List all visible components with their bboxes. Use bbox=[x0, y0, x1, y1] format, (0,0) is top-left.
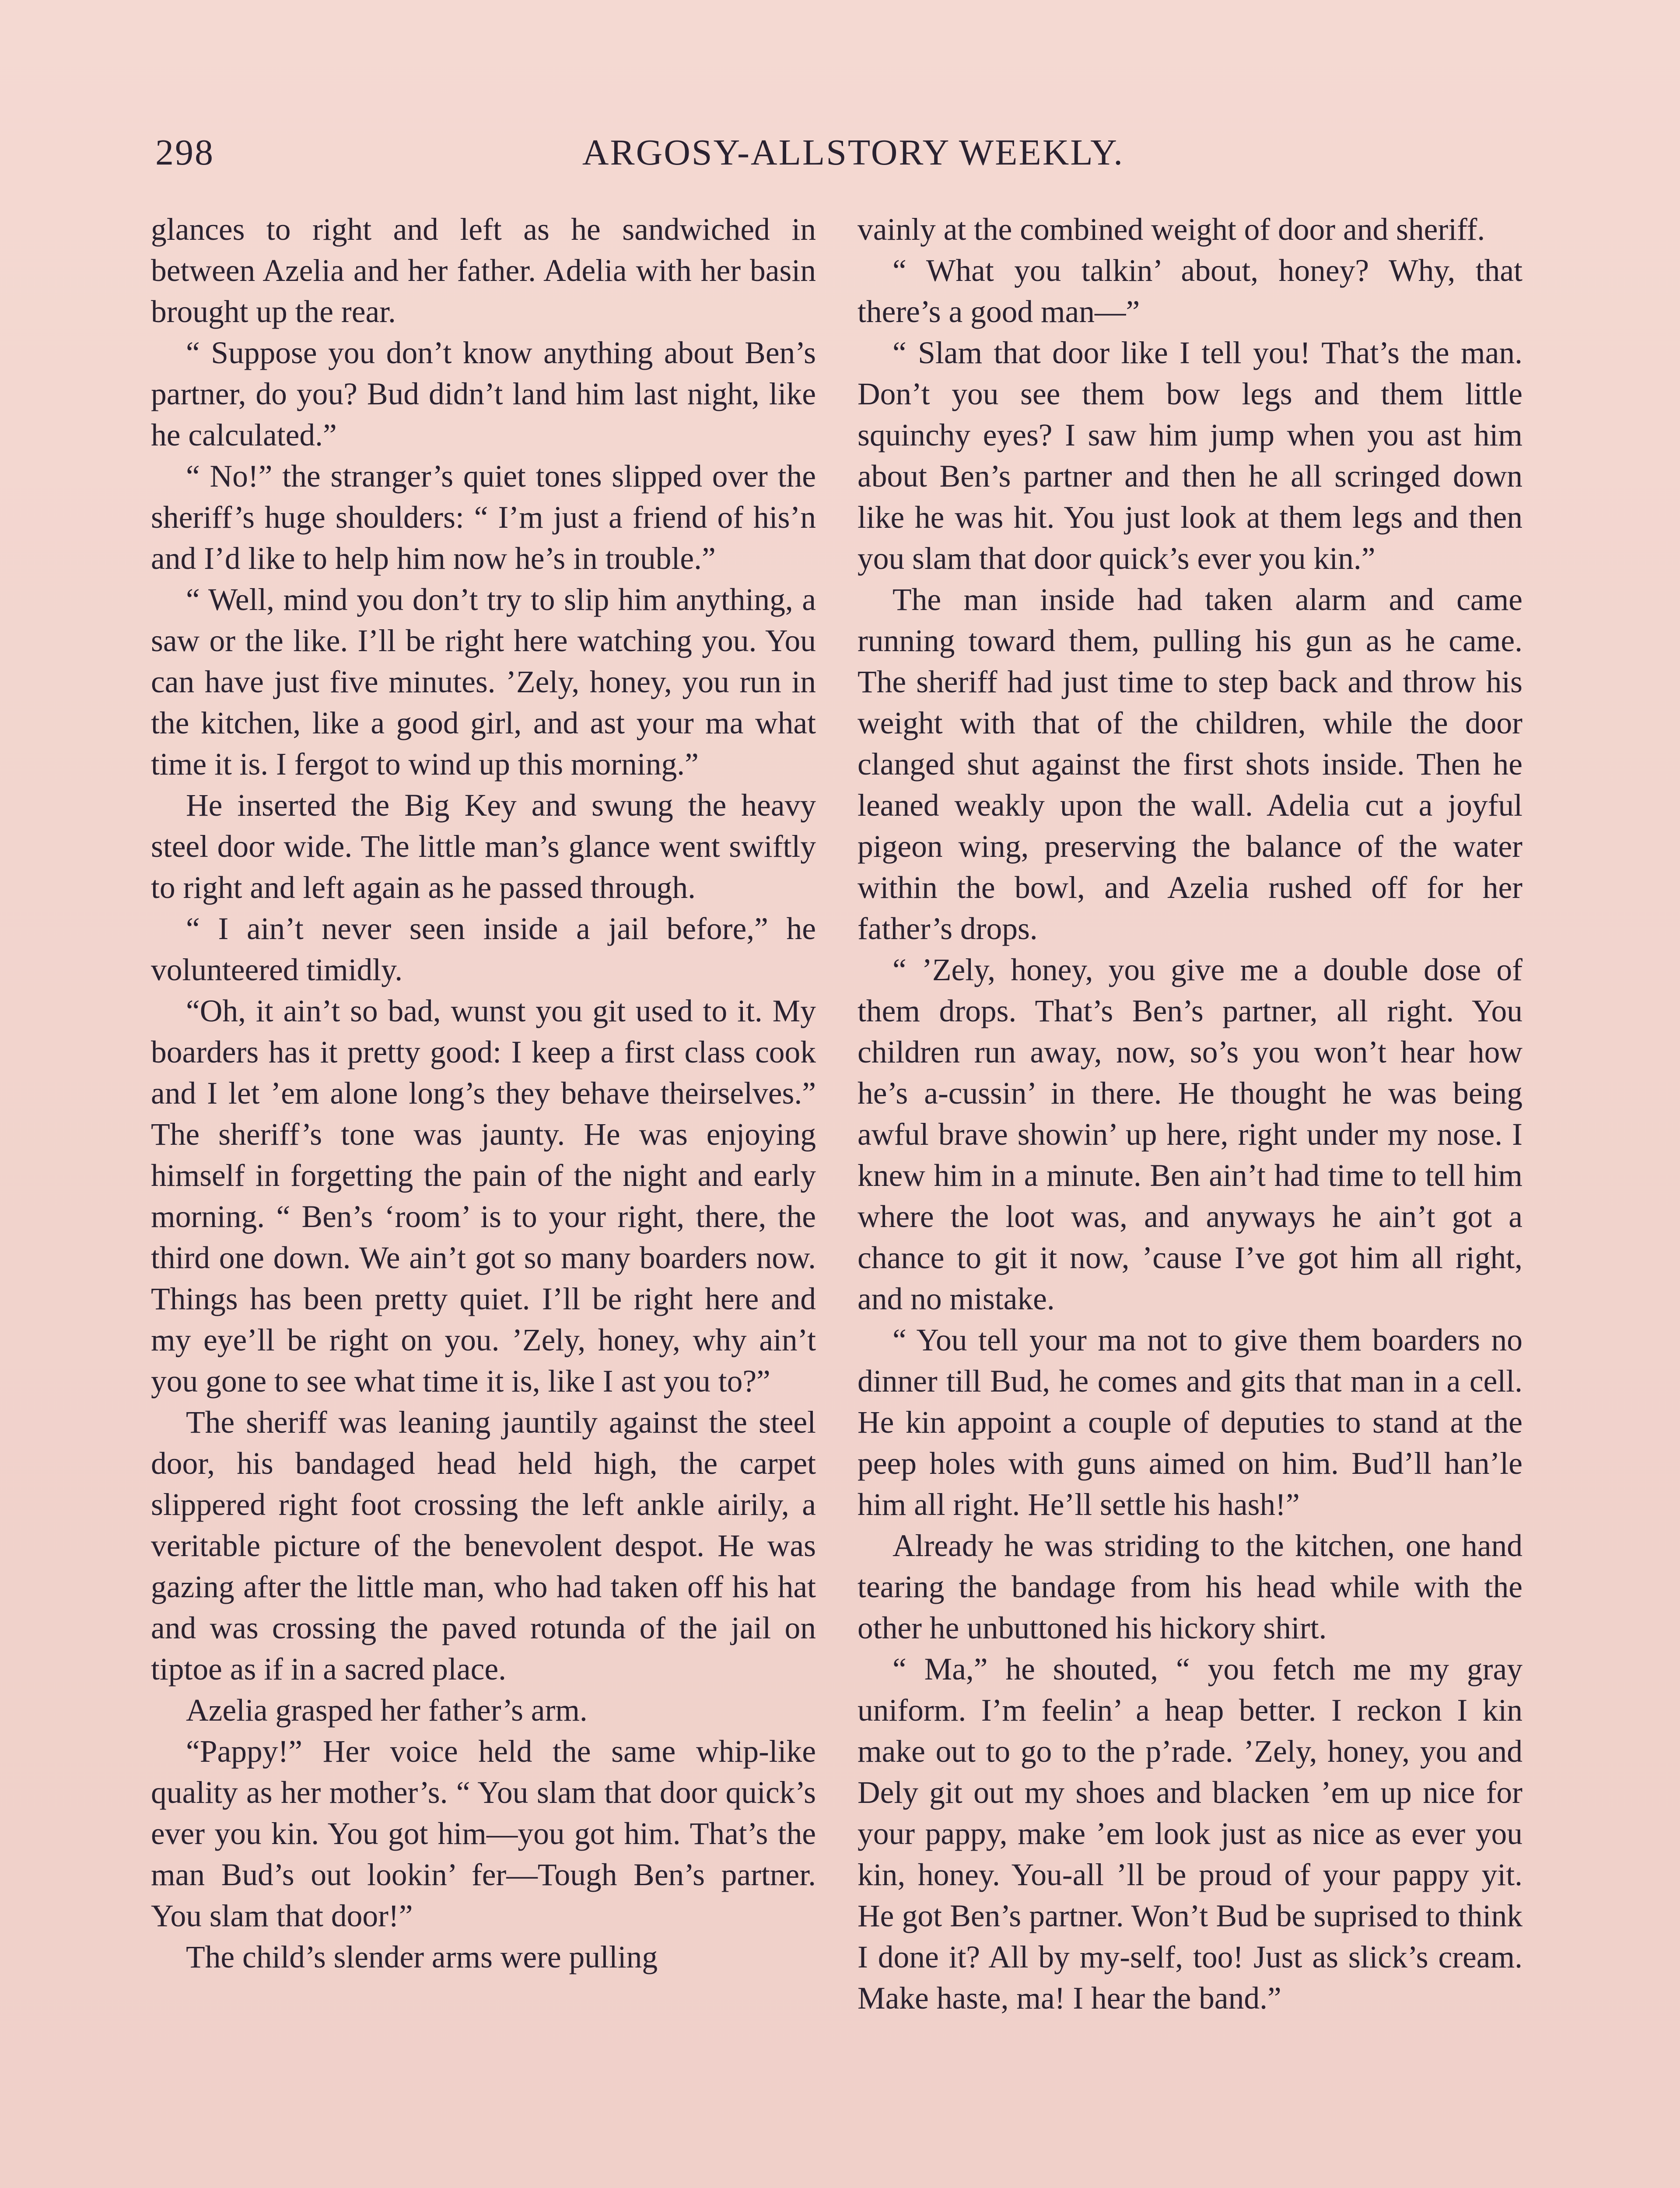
paragraph: “ You tell your ma not to give them boarders no dinner till Bud, he comes and gits that man in a cell. He kin appoint a couple of deputies to stand at the peep holes with guns aimed on him. Bud’ll han’le him all right. He’ll settle his hash!” bbox=[858, 1323, 1522, 1522]
paragraph: “ Suppose you don’t know anything about Ben’s partner, do you? Bud didn’t land him last night, like he calculated.” bbox=[151, 336, 816, 452]
paragraph: “ No!” the stranger’s quiet tones slipped over the sheriff’s huge shoulders: “ I’m just a friend of his’n and I’d like to help him now he’s in trouble.” bbox=[151, 459, 816, 576]
left-column bbox=[151, 209, 816, 1978]
paragraph: Azelia grasped her father’s arm. bbox=[186, 1693, 588, 1728]
paragraph: “ Slam that door like I tell you! That’s the man. Don’t you see them bow legs and them little squinchy eyes? I saw him jump when you ast him about Ben’s partner and then he all scringed down like he was hit. You just look at them legs and then you slam that door quick’s ever you kin.” bbox=[858, 336, 1522, 576]
paragraph: The child’s slender arms were pulling bbox=[186, 1940, 658, 1974]
page-number: 298 bbox=[155, 132, 214, 173]
paragraph: “ ’Zely, honey, you give me a double dose of them drops. That’s Ben’s partner, all right. You children run away, now, so’s you won’t hear how he’s a-cussin’ in there. He thought he was being awful brave showin’ up here, right under my nose. I knew him in a minute. Ben ain’t had time to tell him where the loot was, and anyways he ain’t got a chance to git it now, ’cause I’ve got him all right, and no mistake. bbox=[858, 953, 1522, 1316]
paragraph: glances to right and left as he sandwiched in between Azelia and her father. Adelia with her basin brought up the rear. bbox=[151, 212, 816, 329]
running-head bbox=[155, 131, 1551, 179]
paragraph: vainly at the combined weight of door and sheriff. bbox=[858, 212, 1485, 247]
paragraph: Already he was striding to the kitchen, one hand tearing the bandage from his head while with the other he unbuttoned his hickory shirt. bbox=[858, 1529, 1522, 1645]
paragraph: “ Well, mind you don’t try to slip him anything, a saw or the like. I’ll be right here watching you. You can have just five minutes. ’Zely, honey, you run in the kitchen, like a good girl, and ast your ma what time it is. I fergot to wind up this morning.” bbox=[151, 582, 816, 782]
right-column bbox=[858, 209, 1522, 2019]
paragraph: “ What you talkin’ about, honey? Why, that there’s a good man—” bbox=[858, 253, 1522, 329]
paragraph: The man inside had taken alarm and came running toward them, pulling his gun as he came. The sheriff had just time to step back and throw his weight with that of the children, while the door clanged shut against the first shots inside. Then he leaned weakly upon the wall. Adelia cut a joyful pigeon wing, preserving the balance of the water within the bowl, and Azelia rushed off for her father’s drops. bbox=[858, 582, 1522, 946]
paragraph: “Pappy!” Her voice held the same whip-like quality as her mother’s. “ You slam that door quick’s ever you kin. You got him—you got him. That’s the man Bud’s out lookin’ fer—Tough Ben’s partner. You slam that door!” bbox=[151, 1734, 816, 1933]
paragraph: The sheriff was leaning jauntily against the steel door, his bandaged head held high, the carpet slippered right foot crossing the left ankle airily, a veritable picture of the benevolent despot. He was gazing after the little man, who had taken off his hat and was crossing the paved rotunda of the jail on tiptoe as if in a sacred place. bbox=[151, 1405, 816, 1687]
paragraph: “ Ma,” he shouted, “ you fetch me my gray uniform. I’m feelin’ a heap better. I reckon I kin make out to go to the p’rade. ’Zely, honey, you and Dely git out my shoes and blacken ’em up nice for your pappy, make ’em look just as nice as ever you kin, honey. You-all ’ll be proud of your pappy yit. He got Ben’s partner. Won’t Bud be suprised to think I done it? All by my-self, too! Just as slick’s cream. Make haste, ma! I hear the band.” bbox=[858, 1652, 1522, 2016]
paragraph: He inserted the Big Key and swung the heavy steel door wide. The little man’s glance went swiftly to right and left again as he passed through. bbox=[151, 788, 816, 905]
magazine-title: ARGOSY-ALLSTORY WEEKLY. bbox=[582, 132, 1124, 173]
paragraph: “Oh, it ain’t so bad, wunst you git used to it. My boarders has it pretty good: I keep a first class cook and I let ’em alone long’s they behave theirselves.” The sheriff’s tone was jaunty. He was enjoying himself in forgetting the pain of the night and early morning. “ Ben’s ‘room’ is to your right, there, the third one down. We ain’t got so many boarders now. Things has been pretty quiet. I’ll be right here and my eye’ll be right on you. ’Zely, honey, why ain’t you gone to see what time it is, like I ast you to?” bbox=[151, 994, 816, 1399]
paragraph: “ I ain’t never seen inside a jail before,” he volunteered timidly. bbox=[151, 912, 816, 987]
